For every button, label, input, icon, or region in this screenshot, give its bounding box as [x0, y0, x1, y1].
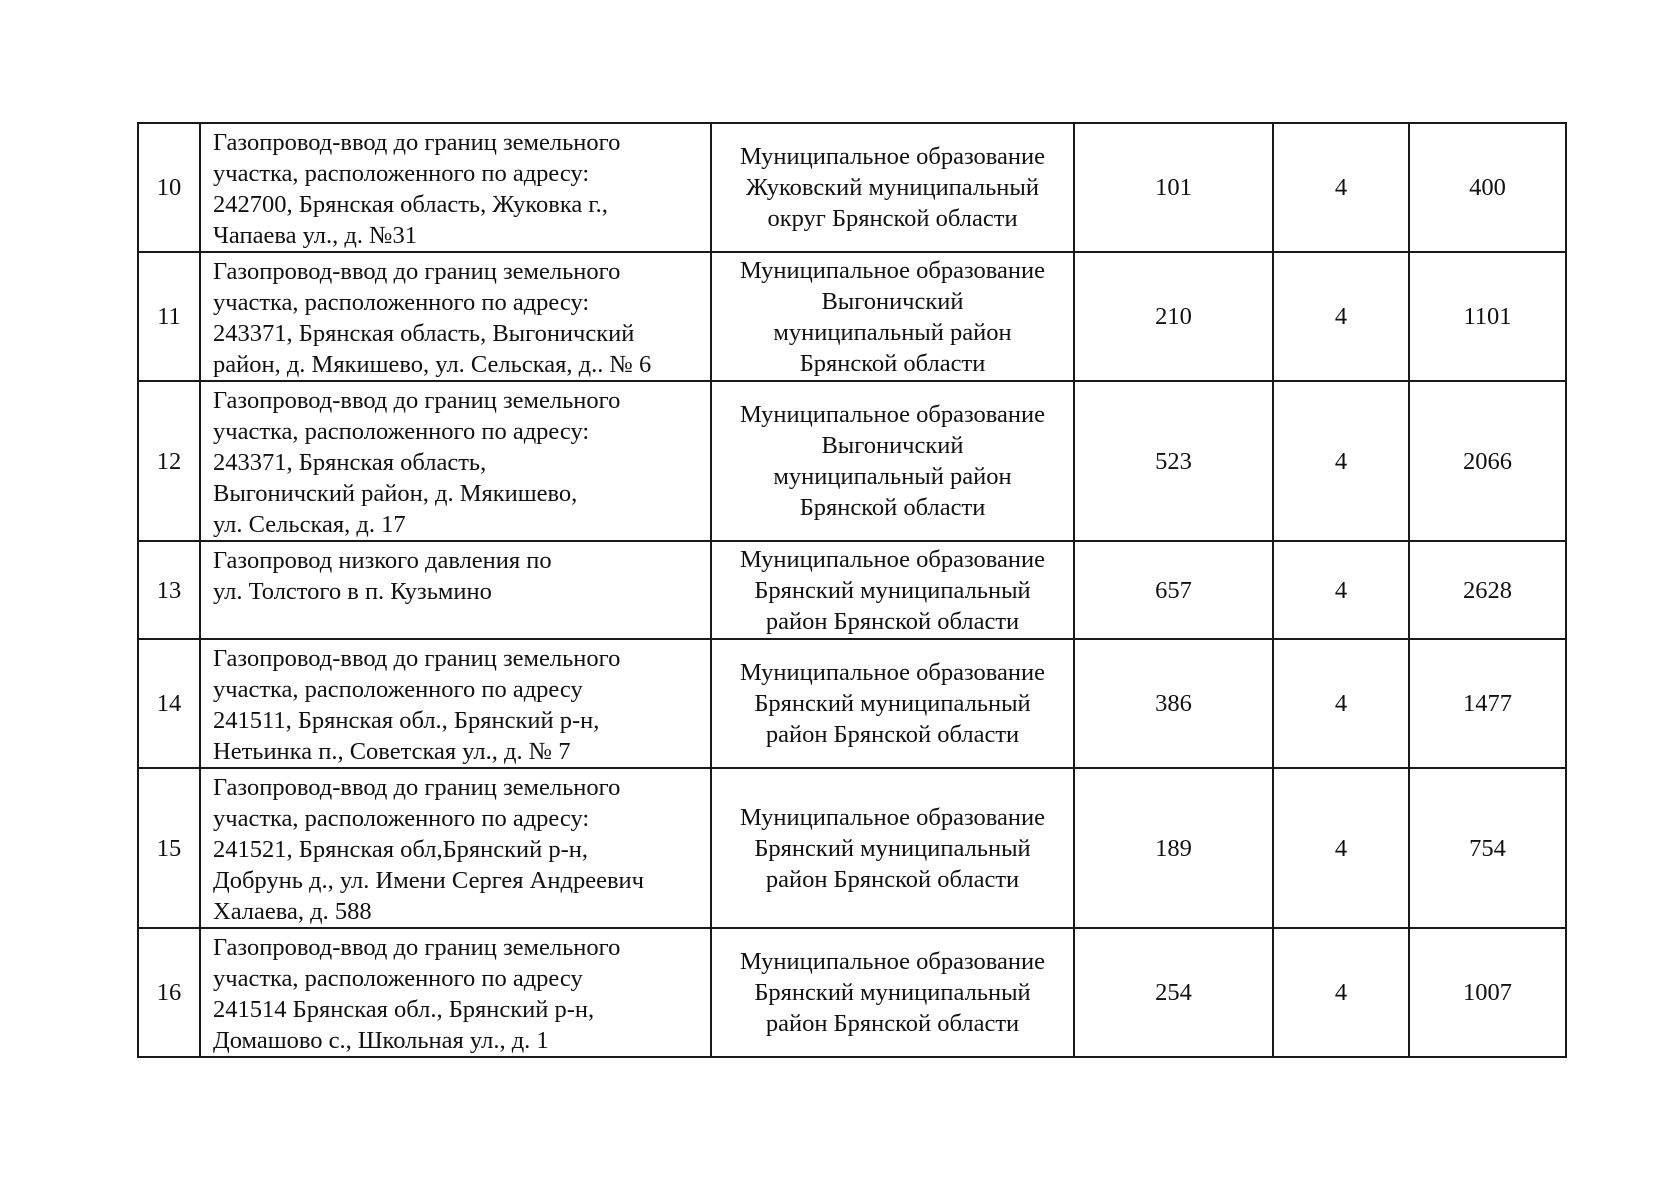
owner-municipality: Муниципальное образование Брянский муниципальный район Брянской области: [711, 639, 1074, 768]
table-row: [138, 541, 1566, 639]
object-name: Газопровод-ввод до границ земельного участка, расположенного по адресу 241511, Брянская обл., Брянский р-н, Нетьинка п., Советская ул., д. № 7: [200, 639, 711, 768]
row-number: 15: [138, 768, 200, 928]
object-name: Газопровод-ввод до границ земельного участка, расположенного по адресу: 243371, Брянская область, Выгоничский район, д. Мякишево, ул. Сельская, д.. № 6: [200, 252, 711, 381]
length-value: 254: [1074, 928, 1273, 1057]
object-name: Газопровод низкого давления по ул. Толстого в п. Кузьмино: [200, 541, 711, 639]
row-number: 13: [138, 541, 200, 639]
owner-municipality: Муниципальное образование Жуковский муниципальный округ Брянской области: [711, 123, 1074, 252]
pressure-value: 4: [1273, 639, 1409, 768]
pressure-value: 4: [1273, 928, 1409, 1057]
pressure-value: 4: [1273, 541, 1409, 639]
table-row: [138, 252, 1566, 381]
owner-municipality: Муниципальное образование Выгоничский муниципальный район Брянской области: [711, 252, 1074, 381]
length-value: 657: [1074, 541, 1273, 639]
row-number: 10: [138, 123, 200, 252]
table-row: [138, 768, 1566, 928]
object-name: Газопровод-ввод до границ земельного участка, расположенного по адресу: 243371, Брянская область, Выгоничский район, д. Мякишево, ул. Сельская, д. 17: [200, 381, 711, 541]
table-row: [138, 928, 1566, 1057]
amount-value: 1101: [1409, 252, 1566, 381]
amount-value: 754: [1409, 768, 1566, 928]
amount-value: 400: [1409, 123, 1566, 252]
row-number: 12: [138, 381, 200, 541]
amount-value: 2066: [1409, 381, 1566, 541]
amount-value: 1007: [1409, 928, 1566, 1057]
table-row: [138, 123, 1566, 252]
object-name: Газопровод-ввод до границ земельного участка, расположенного по адресу: 242700, Брянская область, Жуковка г., Чапаева ул., д. №31: [200, 123, 711, 252]
length-value: 189: [1074, 768, 1273, 928]
table-row: [138, 381, 1566, 541]
row-number: 14: [138, 639, 200, 768]
amount-value: 1477: [1409, 639, 1566, 768]
length-value: 386: [1074, 639, 1273, 768]
length-value: 101: [1074, 123, 1273, 252]
row-number: 16: [138, 928, 200, 1057]
pressure-value: 4: [1273, 381, 1409, 541]
object-name: Газопровод-ввод до границ земельного участка, расположенного по адресу 241514 Брянская обл., Брянский р-н, Домашово с., Школьная ул., д. 1: [200, 928, 711, 1057]
row-number: 11: [138, 252, 200, 381]
owner-municipality: Муниципальное образование Брянский муниципальный район Брянской области: [711, 541, 1074, 639]
amount-value: 2628: [1409, 541, 1566, 639]
pressure-value: 4: [1273, 123, 1409, 252]
objects-table: [137, 122, 1567, 1058]
object-name: Газопровод-ввод до границ земельного участка, расположенного по адресу: 241521, Брянская обл,Брянский р-н, Добрунь д., ул. Имени Сергея Андреевич Халаева, д. 588: [200, 768, 711, 928]
pressure-value: 4: [1273, 768, 1409, 928]
owner-municipality: Муниципальное образование Брянский муниципальный район Брянской области: [711, 768, 1074, 928]
owner-municipality: Муниципальное образование Выгоничский муниципальный район Брянской области: [711, 381, 1074, 541]
table-row: [138, 639, 1566, 768]
pressure-value: 4: [1273, 252, 1409, 381]
length-value: 210: [1074, 252, 1273, 381]
length-value: 523: [1074, 381, 1273, 541]
owner-municipality: Муниципальное образование Брянский муниципальный район Брянской области: [711, 928, 1074, 1057]
